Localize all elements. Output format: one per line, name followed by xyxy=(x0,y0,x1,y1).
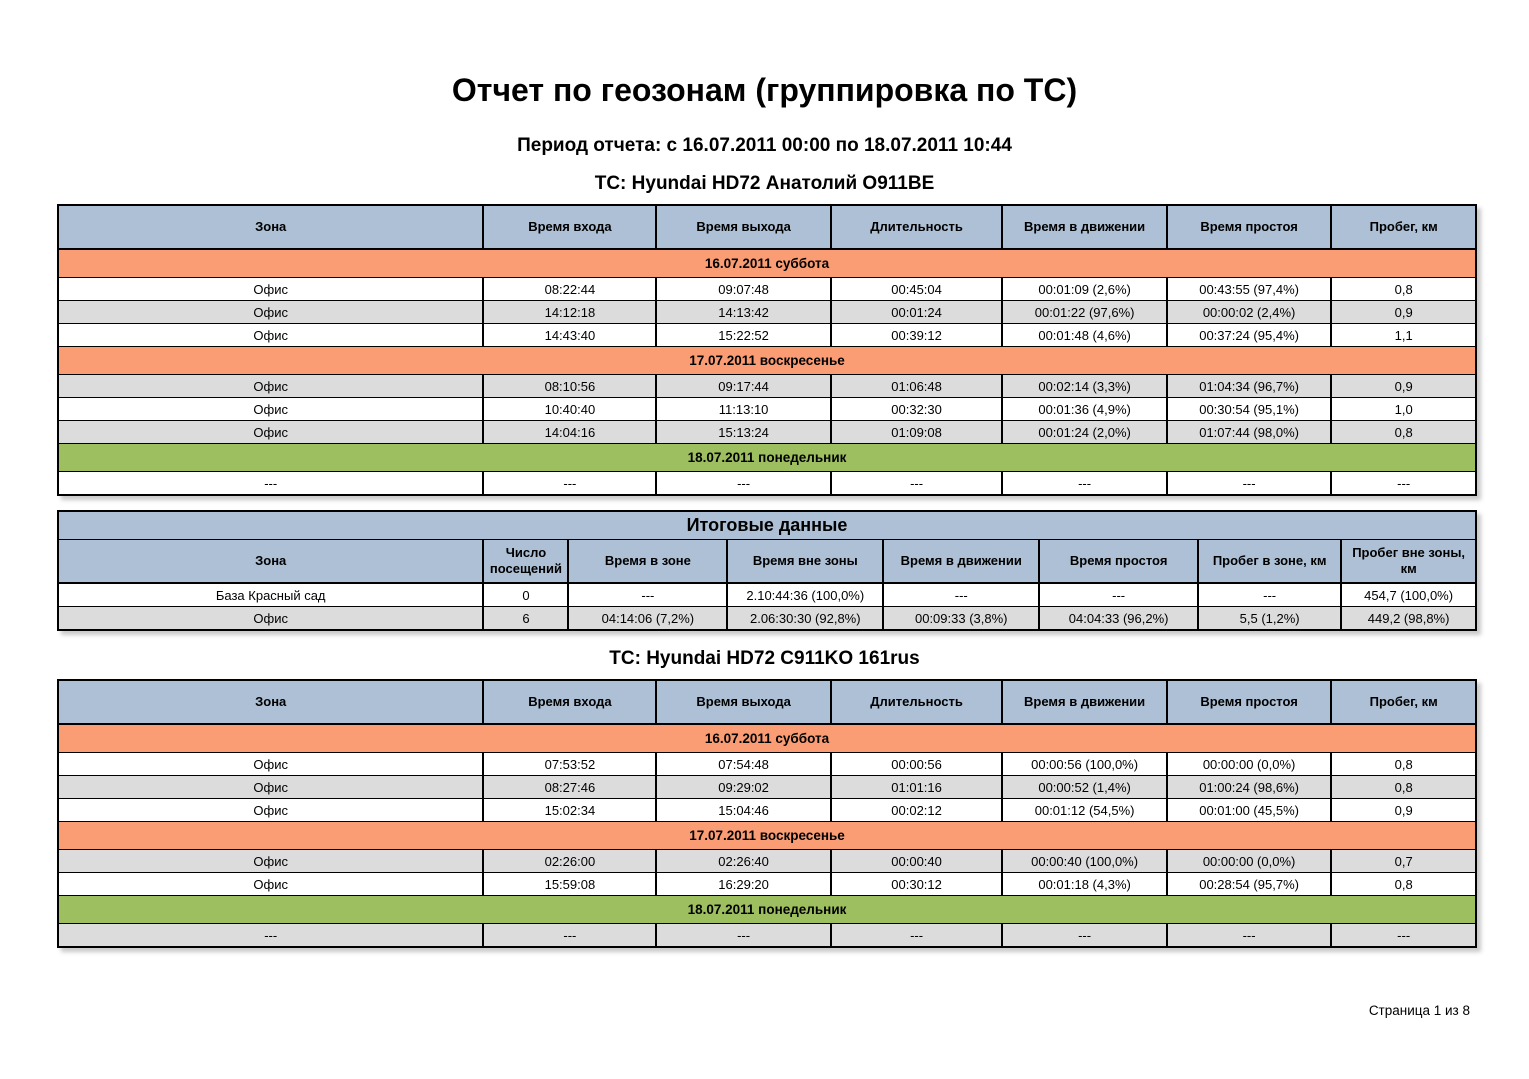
table-cell: Офис xyxy=(58,799,483,822)
table-cell: 00:00:02 (2,4%) xyxy=(1167,301,1331,324)
day-section-bar xyxy=(58,347,1476,375)
day-section-label: 17.07.2011 воскресенье xyxy=(58,347,1476,375)
table-cell: 00:01:36 (4,9%) xyxy=(1002,398,1166,421)
table-cell: 04:14:06 (7,2%) xyxy=(568,607,727,631)
table-cell: --- xyxy=(1167,924,1331,948)
table-cell: 08:22:44 xyxy=(483,278,656,301)
column-header: Время в движении xyxy=(1002,680,1166,724)
table-cell: --- xyxy=(1198,583,1341,607)
table-cell: 00:45:04 xyxy=(831,278,1003,301)
table-cell: 15:02:34 xyxy=(483,799,656,822)
table-cell: 0,8 xyxy=(1331,776,1476,799)
report-period: Период отчета: с 16.07.2011 00:00 по 18.07.2011 10:44 xyxy=(517,135,1012,156)
column-header: Пробег, км xyxy=(1331,680,1476,724)
day-section-bar xyxy=(58,822,1476,850)
table-cell: 1,0 xyxy=(1331,398,1476,421)
table-cell: 01:01:16 xyxy=(831,776,1003,799)
table-row xyxy=(58,799,1476,822)
column-header: Длительность xyxy=(831,680,1003,724)
table-cell: 00:00:00 (0,0%) xyxy=(1167,753,1331,776)
table-cell: 2.06:30:30 (92,8%) xyxy=(727,607,883,631)
table-cell: 15:04:46 xyxy=(656,799,830,822)
table-cell: 5,5 (1,2%) xyxy=(1198,607,1341,631)
table-cell: 00:09:33 (3,8%) xyxy=(883,607,1039,631)
table-row xyxy=(58,472,1476,496)
header-row xyxy=(58,205,1476,249)
table-cell: 10:40:40 xyxy=(483,398,656,421)
table-cell: 01:07:44 (98,0%) xyxy=(1167,421,1331,444)
table-cell: Офис xyxy=(58,375,483,398)
day-section-label: 18.07.2011 понедельник xyxy=(58,444,1476,472)
table-cell: Офис xyxy=(58,850,483,873)
column-header: Зона xyxy=(58,205,483,249)
table-cell: 15:59:08 xyxy=(483,873,656,896)
table-cell: 01:00:24 (98,6%) xyxy=(1167,776,1331,799)
column-header: Число посещений xyxy=(483,540,568,584)
table-cell: 00:30:12 xyxy=(831,873,1003,896)
table-cell: 00:01:48 (4,6%) xyxy=(1002,324,1166,347)
table-cell: 14:12:18 xyxy=(483,301,656,324)
day-section-bar xyxy=(58,444,1476,472)
table-cell: 09:07:48 xyxy=(656,278,830,301)
table-cell: 00:01:00 (45,5%) xyxy=(1167,799,1331,822)
column-header: Время выхода xyxy=(656,680,830,724)
table-row xyxy=(58,324,1476,347)
day-section-label: 16.07.2011 суббота xyxy=(58,249,1476,278)
summary-title-bar xyxy=(58,511,1476,540)
table-cell: 0,8 xyxy=(1331,873,1476,896)
table-cell: --- xyxy=(831,924,1003,948)
table-cell: 449,2 (98,8%) xyxy=(1341,607,1476,631)
table-cell: --- xyxy=(568,583,727,607)
table-cell: 00:43:55 (97,4%) xyxy=(1167,278,1331,301)
table-cell: Офис xyxy=(58,421,483,444)
table-cell: Офис xyxy=(58,753,483,776)
table-header xyxy=(58,205,1476,249)
table-cell: --- xyxy=(58,472,483,496)
table-cell: 07:53:52 xyxy=(483,753,656,776)
page-number: Страница 1 из 8 xyxy=(1368,1003,1470,1018)
day-section-bar xyxy=(58,724,1476,753)
table-cell: Офис xyxy=(58,607,483,631)
table-cell: --- xyxy=(883,583,1039,607)
table-cell: 00:00:56 (100,0%) xyxy=(1002,753,1166,776)
day-section-bar xyxy=(58,896,1476,924)
table-row xyxy=(58,278,1476,301)
table-cell: 0,8 xyxy=(1331,278,1476,301)
table-cell: 00:01:12 (54,5%) xyxy=(1002,799,1166,822)
table-cell: 0,9 xyxy=(1331,301,1476,324)
table-cell: 02:26:00 xyxy=(483,850,656,873)
table-cell: 00:01:24 (2,0%) xyxy=(1002,421,1166,444)
table-cell: --- xyxy=(483,924,656,948)
table-header xyxy=(58,680,1476,724)
vehicle-1-table xyxy=(57,204,1477,496)
summary-table xyxy=(57,510,1477,631)
table-cell: 01:06:48 xyxy=(831,375,1003,398)
table-cell: 454,7 (100,0%) xyxy=(1341,583,1476,607)
table-row xyxy=(58,850,1476,873)
table-cell: 14:13:42 xyxy=(656,301,830,324)
table-cell: 16:29:20 xyxy=(656,873,830,896)
table-cell: 11:13:10 xyxy=(656,398,830,421)
table-cell: 0,8 xyxy=(1331,421,1476,444)
table-cell: 00:00:40 xyxy=(831,850,1003,873)
table-row xyxy=(58,873,1476,896)
table-cell: Офис xyxy=(58,301,483,324)
table-cell: 00:00:56 xyxy=(831,753,1003,776)
table-row xyxy=(58,398,1476,421)
table-cell: 00:01:18 (4,3%) xyxy=(1002,873,1166,896)
table-cell: 00:02:14 (3,3%) xyxy=(1002,375,1166,398)
table-cell: 00:30:54 (95,1%) xyxy=(1167,398,1331,421)
table-cell: Офис xyxy=(58,873,483,896)
table-cell: --- xyxy=(1039,583,1198,607)
column-header: Пробег в зоне, км xyxy=(1198,540,1341,584)
table-cell: 15:13:24 xyxy=(656,421,830,444)
table-cell: --- xyxy=(656,924,830,948)
table-cell: 00:00:52 (1,4%) xyxy=(1002,776,1166,799)
column-header: Время входа xyxy=(483,205,656,249)
table-cell: Офис xyxy=(58,398,483,421)
table-cell: Офис xyxy=(58,776,483,799)
table-row xyxy=(58,375,1476,398)
table-cell: --- xyxy=(1331,472,1476,496)
column-header: Длительность xyxy=(831,205,1003,249)
vehicle-2-title: ТС: Hyundai HD72 C911KO 161rus xyxy=(609,648,920,669)
table-cell: 00:01:24 xyxy=(831,301,1003,324)
summary-table-header xyxy=(58,511,1476,583)
table-cell: 1,1 xyxy=(1331,324,1476,347)
table-cell: 07:54:48 xyxy=(656,753,830,776)
table-cell: 00:00:00 (0,0%) xyxy=(1167,850,1331,873)
table-cell: 0,9 xyxy=(1331,375,1476,398)
table-body xyxy=(58,724,1476,947)
table-cell: 0,8 xyxy=(1331,753,1476,776)
table-cell: 6 xyxy=(483,607,568,631)
table-cell: 02:26:40 xyxy=(656,850,830,873)
table-cell: 00:01:09 (2,6%) xyxy=(1002,278,1166,301)
table-cell: 09:29:02 xyxy=(656,776,830,799)
day-section-label: 17.07.2011 воскресенье xyxy=(58,822,1476,850)
table-cell: --- xyxy=(1331,924,1476,948)
column-header: Время входа xyxy=(483,680,656,724)
column-header: Время простоя xyxy=(1167,680,1331,724)
column-header: Время в зоне xyxy=(568,540,727,584)
table-cell: 00:01:22 (97,6%) xyxy=(1002,301,1166,324)
table-cell: --- xyxy=(656,472,830,496)
table-row xyxy=(58,583,1476,607)
table-cell: 09:17:44 xyxy=(656,375,830,398)
table-cell: 15:22:52 xyxy=(656,324,830,347)
table-row xyxy=(58,421,1476,444)
table-cell: 0,9 xyxy=(1331,799,1476,822)
column-header: Пробег вне зоны, км xyxy=(1341,540,1476,584)
table-cell: 0 xyxy=(483,583,568,607)
column-header: Зона xyxy=(58,540,483,584)
column-header: Время простоя xyxy=(1167,205,1331,249)
table-cell: 08:10:56 xyxy=(483,375,656,398)
table-row xyxy=(58,924,1476,948)
table-cell: 04:04:33 (96,2%) xyxy=(1039,607,1198,631)
table-cell: Офис xyxy=(58,278,483,301)
table-cell: 01:04:34 (96,7%) xyxy=(1167,375,1331,398)
vehicle-1-title: ТС: Hyundai HD72 Анатолий О911ВЕ xyxy=(594,173,935,194)
table-row xyxy=(58,607,1476,631)
page-title: Отчет по геозонам (группировка по ТС) xyxy=(451,72,1078,108)
column-header: Время в движении xyxy=(883,540,1039,584)
table-row xyxy=(58,301,1476,324)
table-cell: 08:27:46 xyxy=(483,776,656,799)
table-cell: --- xyxy=(58,924,483,948)
column-header: Время простоя xyxy=(1039,540,1198,584)
table-cell: Офис xyxy=(58,324,483,347)
table-cell: 00:37:24 (95,4%) xyxy=(1167,324,1331,347)
day-section-label: 18.07.2011 понедельник xyxy=(58,896,1476,924)
column-header: Время вне зоны xyxy=(727,540,883,584)
table-cell: 00:39:12 xyxy=(831,324,1003,347)
column-header: Время выхода xyxy=(656,205,830,249)
table-row xyxy=(58,776,1476,799)
table-cell: База Красный сад xyxy=(58,583,483,607)
column-header: Зона xyxy=(58,680,483,724)
column-header: Пробег, км xyxy=(1331,205,1476,249)
table-cell: 00:32:30 xyxy=(831,398,1003,421)
table-cell: --- xyxy=(1002,472,1166,496)
vehicle-2-table xyxy=(57,679,1477,948)
table-cell: 00:02:12 xyxy=(831,799,1003,822)
table-cell: 2.10:44:36 (100,0%) xyxy=(727,583,883,607)
table-cell: 00:00:40 (100,0%) xyxy=(1002,850,1166,873)
table-cell: 00:28:54 (95,7%) xyxy=(1167,873,1331,896)
header-row xyxy=(58,540,1476,584)
table-cell: --- xyxy=(483,472,656,496)
table-cell: 14:43:40 xyxy=(483,324,656,347)
day-section-label: 16.07.2011 суббота xyxy=(58,724,1476,753)
header-row xyxy=(58,680,1476,724)
table-body xyxy=(58,249,1476,495)
summary-table-body xyxy=(58,583,1476,630)
table-cell: 0,7 xyxy=(1331,850,1476,873)
column-header: Время в движении xyxy=(1002,205,1166,249)
table-row xyxy=(58,753,1476,776)
summary-title: Итоговые данные xyxy=(58,511,1476,540)
table-cell: --- xyxy=(831,472,1003,496)
table-cell: 01:09:08 xyxy=(831,421,1003,444)
day-section-bar xyxy=(58,249,1476,278)
table-cell: 14:04:16 xyxy=(483,421,656,444)
table-cell: --- xyxy=(1002,924,1166,948)
table-cell: --- xyxy=(1167,472,1331,496)
